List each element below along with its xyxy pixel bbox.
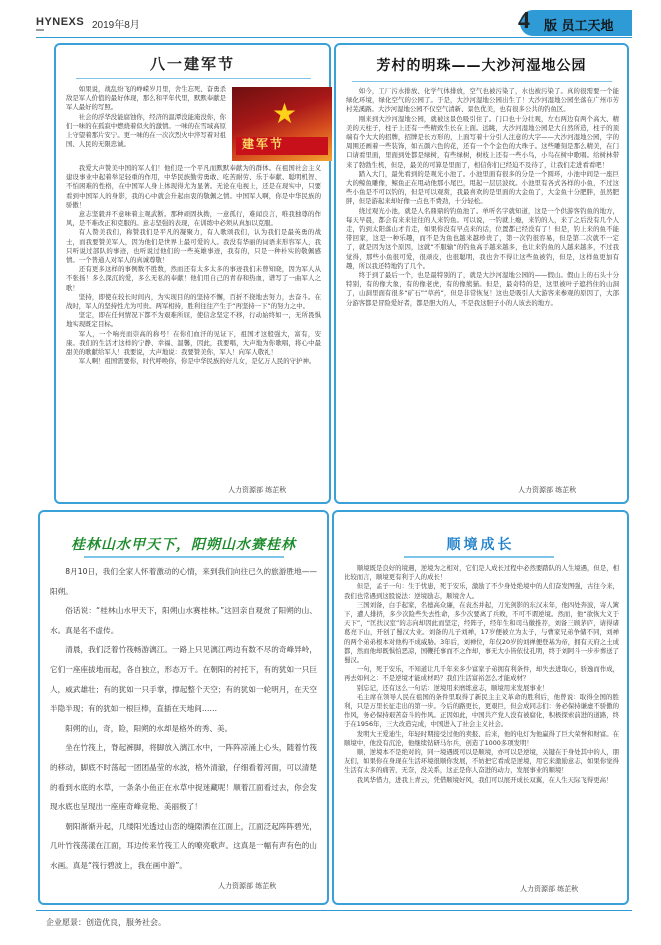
title-divider [76, 78, 311, 79]
title-divider [352, 81, 612, 82]
photo-caption: 建军节 [242, 137, 285, 151]
paragraph: 如果说，战乱纷飞的峥嵘岁月里，舍生忘死、奋勇杀敌是军人价值的最好体现，那么和平年代里，默默奉献是军人最好的写照。 [66, 85, 226, 112]
paragraph: 我风华惜力，进我上青云，凭借顺境好风，我们可以展开成长双翼，在人生天际飞得更高！ [356, 775, 613, 784]
paragraph: 毛主席在领导人民在祖国的条件里取得了新民主主义革命的胜利后，他曾说：取得全国的胜利，只是万里长征走出的第一步。今后的路更长，更艰巨，但会成同志们：务必保持谦虚不骄傲的作风，务必保持艰苦奋斗的作风。正因如此，中国共产党人没有被腐化，积极探索前进的道路，终于在1956年，三大改造完成，中国进入了社会主义社会。 [344, 692, 619, 729]
paragraph: 终于到了最后一个，也是最特别的了，就是大沙河湿地公园的——假山。假山上的石头十分特别，有的像大象，有的像老虎，有的像熊猫。但是，最奇特的是，这里被叶子遮挡住的山洞了，山洞里面有很多“矿石”“草药”，但是非常恢复！这也是吸引人大游客来参观的原因了，大部分游客都是冒险爱好者，都是胆大的人，不是我这胆子小的人该去的地方。 [346, 271, 619, 307]
paragraph: 坚持，即使在较长时间内，为实现目的的坚持不懈，百折不挠地去努力，去奋斗。在战时，军人的坚持性尤为可贵。两军相持，胜利往往产生于“再坚持一下”的努力之中。 [66, 292, 321, 311]
article-title: 顺境成长 [446, 537, 515, 553]
paragraph: 顺，逆境本不是绝对的，同一境遇既可以是顺境，亦可以是逆境，关键在于身处其中的人，朋友们，如果你在身现在生活环境很顺你发展，不妨把它看成是逆境，用它来激励意志，如果你觉得生活有太多的痛苦，无奈，没关系，这正是你人奋进的动力，发展事业的顺境！ [344, 748, 619, 775]
article-army-day [54, 43, 331, 504]
paragraph: 坚定，即在任何情况下都不为艰难所屈，使信念坚定不移，行动始终如一，无所畏惧地实现既定目标。 [66, 311, 321, 329]
paragraph: 有人赞美我们，称赞我们是平凡的凝聚力，有人歌颂我们，认为我们是最英勇的战士，而我要赞美军人，因为他们是世界上最可爱的人。我没有华丽的词语来形容军人，我只听说过部队的事迹，也听说过他们的一些英雄事迹，我有的，只是一种朴实的敬佩感情。一个普通人对军人的真诚尊敬！ [66, 228, 321, 265]
brand-logo: HYNEXS [36, 16, 85, 28]
author-byline: 人力资源部 练芷秋 [228, 486, 287, 494]
star-icon: ★ [272, 97, 298, 130]
paragraph: 三国刘备，白手起家，名德高众廉，在袁杰并起，刀光剑影的东汉末年，他四处奔波，寄人篱下，遭人排挤，多少次险些失去性命，多少次要离了兵败，不可不谓逆境。然而，他“欲恢大义于天下”，“匡扶汉室”的志向却因此而坚定，经阵子，经年生和司马徽推荐，刘备三顾茅庐，请得诸葛亮下山，开创了蜀汉大业。刘备的儿子刘禅，17岁便被立为太子，与曹家兄弟争储不同，刘禅的两个弟弟根本对他构不成威胁。3年后，刘禅位，年仅20岁的刘禅便登基为帝，拥有天府之土成都，然而他却既惧怕恶凉，国鞭托事而不之作却，事无大小皆依仗孔明，终于刘阿斗一步步葬送了蜀汉。 [344, 600, 619, 665]
paragraph: 俗话说：“桂林山水甲天下，阳朔山水赛桂林。”这回亲自观赏了阳朔的山、水。真是名不虚传。 [50, 606, 317, 635]
paragraph: 绕过观光小池，就是人名鼎鼎的钓鱼池了。单听名字就知道，这是一个供游客钓鱼的地方，每天早晨，都会有来来往往的人来钓鱼。可以说，一钓就上瘾，来钓的人，来了之后没有几个人走，钓到太阳落山才肯走，如果你没有早点来的话，位置都已经没有了！但是，钓上来的鱼不能带回家，这是一种乐趣，而不是为鱼也越来越珍贵了，第一次钓很容易，但是第二次就不一定了，就是因为这个原因，这就“不服输”的钓鱼高手越来越多，也让来钓鱼的人越来越多，不过我觉得，那些小鱼很可爱，很顽皮，也很聪明，我也舍不得让这些鱼被钓，但是，这样鱼更加有趣，所以我还特地钓了几个。 [346, 206, 619, 270]
paragraph: 发明大王爱迪生，年轻时期接受过他的卖报、后来，他的电灯为他赢得了巨大荣誉和财富。在顺境中，他没有沉沦，他继续钻研马尔兵，创造了1000多项发明！ [344, 729, 619, 747]
article-title: 桂林山水甲天下，阳朔山水赛桂林 [71, 537, 296, 553]
paragraph: 顺境既是良好的境遇，逆境为之相对，它们是人成长过程中必然要踏队的人生境遇，但是，相比较而言，顺境更有利于人的成长！ [344, 564, 619, 582]
paragraph: 朝阳渐渐升起，几缕阳光透过山峦的缝隙洒在江面上，江面泛起阵阵碧光，几叶竹筏荡漾在江面，耳边传来竹筏工人的嘹亮歌声。这真是一幅有声有色的山水画。真是“筏行碧波上，我在画中游”。 [50, 821, 317, 870]
paragraph: 8月10日，我们全家人怀着激动的心情，来到我们向往已久的旅游胜地——阳朔。 [50, 567, 317, 596]
army-day-photo [232, 87, 332, 161]
article-body [344, 564, 619, 879]
article-title: 八一建军节 [149, 55, 235, 73]
page-header [0, 0, 661, 38]
title-divider [404, 556, 554, 558]
author-byline: 人力资源部 练芷秋 [520, 885, 579, 893]
paragraph: 我爱大声赞美中国的军人们！他们是一个平凡而默默奉献为的群体。在祖国社会主义建设事业中起着举足轻重的作用，中华民族勤劳勇敢、吃苦耐劳、乐于奉献、聪明机智、不怕困难的性格，在中国军人身上体现得尤为显著。无论在电视上，还是在现实中，只要看到中国军人的身影，我的心中就会升起由衷的敬佩之情。中国军人啊，你是中华民族的骄傲！ [66, 164, 321, 209]
paragraph: 踏入大门，最先看到的是观光小池了。小池里面有很多的分是一个圆环，小池中间是一座巨大的鲸鱼雕像，鲸鱼正在甩动他那小尾巴，甩起一层层波纹。小池里有各式各样的小鱼，不过这些小鱼是不可以钓的，但是可以观赏，我最喜欢的是里面的大金鱼了，大金鱼十分肥胖，虽然肥胖，但是游起来却好像一点也不费劲，十分轻松。 [346, 169, 619, 206]
brand-underline [36, 29, 44, 31]
paragraph: 清晨，我们泛着竹筏畅游漓江。一路上只见漓江两边有数不尽的奇峰异岭，它们一座座拔地而起，各自独立，形态万千。在朝阳的衬托下，有的犹如一只巨人，威武雄壮；有的犹如一只手掌，撑起整个天空；有的犹如一轮明月，在天空半隐半现；有的犹如一根巨棒，直插在天地间…… [50, 645, 317, 714]
paragraph: 如今，工厂污水排放、化学气体排放，空气也被污染了，水也被污染了。真的很需要一个能绿化环境，绿化空气的公园了。于是，大沙河湿地公园出生了！大沙河湿地公园坐落在广州市芳村芜溪路。大沙河湿地公园不仅空气清新、景色优美，也有很多公共的钓鱼区。 [346, 87, 619, 114]
paragraph: 一句，死于安乐，不知道让几千年来多少富家子弟拥有利条件，却失去进取心，骄逸而作成，再去如何之：不是逆境才能成材吗？我们生活富裕怎么才能成材？ [344, 665, 619, 683]
article-wetland-park [334, 43, 629, 504]
paragraph: 意志坚毅并不意味着主观武断。那种顽固执拗，一意孤行，难闻良言，唯我独尊的作风，是不难改正和克服的。意志坚强的表现，在训练中必须从真加以克服。 [66, 210, 321, 228]
issue-date: 2019年8月 [92, 20, 140, 31]
paragraph: 坐在竹筏上，脊起裤脚，将脚放入漓江水中，一阵阵凉涌上心头，随着竹筏的移动，脚底不时荡起一团团晶莹的水波，格外清澈，仔细看着河面，可以清楚的看到水底的水草，一条条小鱼正在水草中捉迷藏呢！顺着江面看过去，你会发现水底也呈现出一座座奇峰竞艳、美丽极了！ [50, 743, 317, 812]
author-byline: 人力资源部 练芷秋 [218, 882, 277, 890]
article-body [66, 164, 321, 474]
paragraph: 军人，一个响亮而崇高的称号！在你们血汗的见证下，祖国才这般强大，富有，安康。我们的生活才这样的宁静、幸福、温馨，因此，我要唱，大声地为你歌唱，将心中最甜美的歌献给军人！我要说，大声地说：我要赞美你，军人！向军人敬礼！ [66, 329, 321, 357]
paragraph: 别忘记，还有这么一句话：逆境用来磨练意志，顺境用来发展事业！ [356, 683, 549, 692]
paragraph: 刚来到大沙河湿地公园，就被这景色吸引住了。门口也十分壮观，左右两边有两个高大、精美的天柱子，柱子上还有一些精致生长在上面。远眺，大沙河湿地公园是大自然所造，柱子的顶端有个大大的招牌，招牌是长方形的，上面写着十分引人注意的大字——大沙河湿地公园，字的周围还画着一些装饰，如五颜六色的花，还有一个个金色的大珠子。这些雕刻是那么精美，在门口请看里面，里面到处都是绿树，有些绿树，树枝上还有一些小鸟，小鸟在树中歌唱。给树林带来了勃勃生机，但是，最美的可算是里面了，相信你们已经迫不及待了，让我们走进看看吧！ [346, 114, 619, 169]
footer-divider [36, 910, 632, 911]
page-number: 4 [518, 8, 530, 34]
paragraph: 阳朔的山，奇，险，阳朔的水却是格外的秀、美。 [65, 723, 233, 733]
article-body [50, 562, 317, 870]
author-byline: 人力资源部 练芷秋 [518, 486, 577, 494]
section-label: 版 员工天地 [544, 19, 614, 34]
title-divider [84, 556, 284, 558]
paragraph: 但是，孟子一句：生于忧患，死于安乐，激励了不少身处绝境中的人们奋发图强，古往今来，我们也常遇到这股说法：逆境励志，顺境舍人。 [344, 582, 619, 600]
header-divider [36, 37, 632, 38]
article-growth-in-adversity [332, 510, 629, 905]
article-body-top [66, 85, 226, 163]
paragraph: 社会的浮华没能腐蚀你，经济的温潭没能淹没你，你们一味的在孤寂中燃烧着似火的激情。一味的在雪域高原上守望着那片安宁。更一味的在一次次烈火中淬写着对祖国、人民的无限忠诚。 [66, 112, 226, 149]
paragraph: 军人啊！祖国需要你，时代呼唤你，你是中华民族的好儿女，是亿万人民的守护神。 [78, 357, 316, 366]
article-title: 芳村的明珠——大沙河湿地公园 [376, 58, 587, 74]
article-guilin-yangshuo [38, 510, 329, 905]
footer-slogan: 企业愿景：创造优良，服务社会。 [46, 918, 166, 927]
article-body [346, 87, 619, 472]
paragraph: 还有更多这样的事例数不胜数，然而还有太多太多的事迹我们未曾知晓，因为军人从不张扬！多么深沉的爱，多么无私的奉献！他们用自己的青春和热血，谱写了一曲军人之歌！ [66, 265, 321, 292]
